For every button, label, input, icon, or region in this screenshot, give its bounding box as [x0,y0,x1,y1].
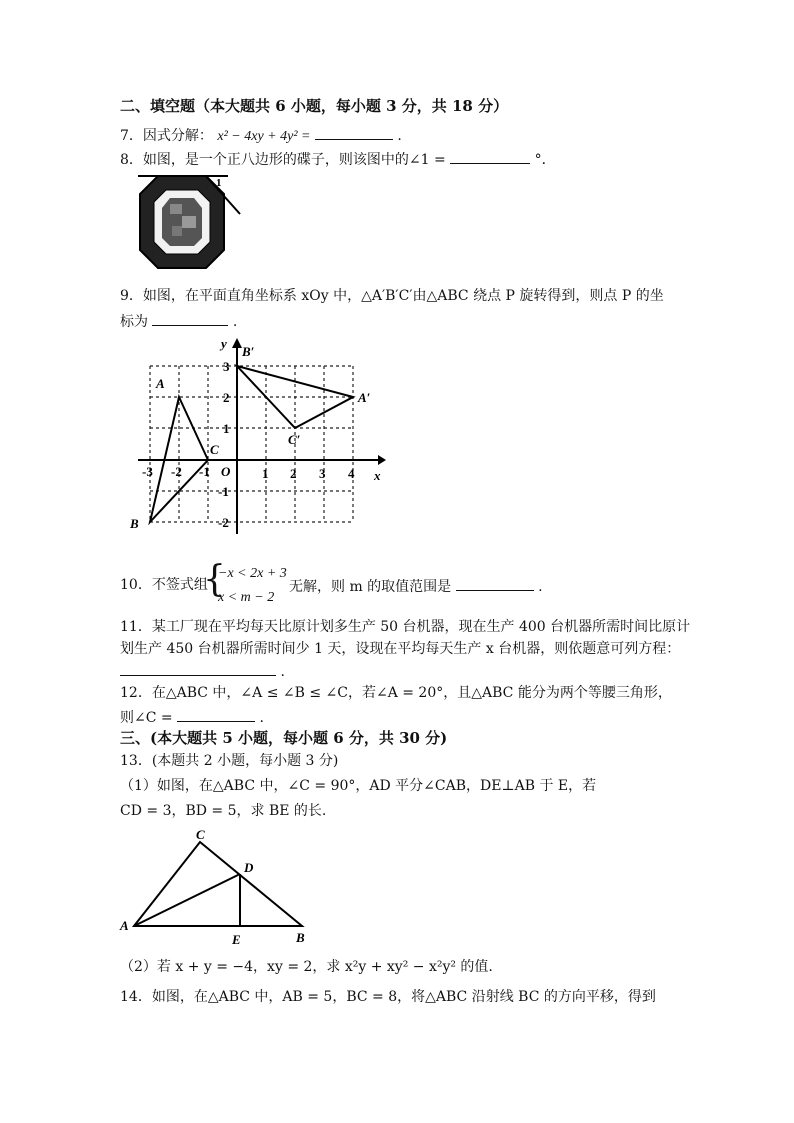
vertex-c-label: C [196,827,205,842]
q7-prefix: 7．因式分解： [120,128,213,144]
y-tick: -2 [218,515,229,530]
x-tick: -3 [142,464,153,479]
q10-answer-blank[interactable] [456,575,534,591]
question-13-title: 13．(本题共 2 小题，每小题 3 分) [120,753,339,769]
triangle-figure [116,826,316,950]
question-13-part-2: （2）若 x + y = −4，xy = 2，求 x²y + xy² − x²y² 的值. [120,959,493,975]
question-11-line-3 [120,660,285,682]
question-14-line-1: 14．如图，在△ABC 中，AB = 5，BC = 8，将△ABC 沿射线 BC 的方向平移，得到 [120,989,656,1005]
x-tick: 1 [262,466,269,481]
question-7 [120,124,402,147]
y-tick: 3 [223,359,230,374]
x-axis-label: x [374,468,381,483]
point-c-prime-label: C′ [288,432,301,447]
q7-expression: x² − 4xy + 4y² = [217,129,311,144]
q11-answer-blank[interactable] [120,660,276,676]
origin-label: O [221,464,231,479]
q10-inequality-2: x < m − 2 [218,590,275,605]
q10-mid: 无解，则 m 的取值范围是 [289,579,452,595]
q7-answer-blank[interactable] [315,124,393,140]
q12-answer-blank[interactable] [177,706,255,722]
question-9-line-2 [120,310,237,332]
q9-prefix: 标为 [120,314,148,330]
vertex-d-label: D [244,860,254,875]
vertex-b-label: B [296,930,305,945]
question-13-part-1-line-2: CD = 3，BD = 5，求 BE 的长. [120,803,327,819]
q10-inequality-1: −x < 2x + 3 [218,566,287,581]
question-11-line-1: 11．某工厂现在平均每天比原计划多生产 50 台机器，现在生产 400 台机器所需时间比原计 [120,619,691,635]
q9-answer-blank[interactable] [152,310,228,326]
q12-prefix: 则∠C = [120,710,173,726]
q8-suffix: °． [534,152,556,168]
y-tick: -1 [218,484,229,499]
question-9-line-1: 9．如图，在平面直角坐标系 xOy 中，△A′B′C′由△ABC 绕点 P 旋转得到，则点 P 的坐 [120,288,664,304]
octagon-dish-figure [122,172,247,274]
point-b-label: B [130,516,139,531]
question-8 [120,148,556,170]
q10-tail [289,575,543,597]
x-tick: 3 [319,466,326,481]
q9-suffix: . [232,314,238,330]
question-12-line-1: 12．在△ABC 中，∠A ≤ ∠B ≤ ∠C，若∠A = 20°，且△ABC 能分为两个等腰三角形， [120,685,672,701]
question-11-line-2: 划生产 450 台机器所需时间少 1 天，设现在平均每天生产 x 台机器，则依题意可列方程： [120,641,681,657]
q10-suffix: . [538,579,543,595]
x-tick: 2 [290,466,297,481]
q10-brace: { [203,559,226,600]
question-12-line-2 [120,706,264,728]
y-axis-label: y [221,336,227,351]
q8-text: 8．如图，是一个正八边形的碟子，则该图中的∠1 = [120,152,446,168]
point-b-prime-label: B′ [242,344,255,359]
section-3-heading: 三、(本大题共 5 小题，每小题 6 分，共 30 分) [120,729,448,747]
vertex-e-label: E [232,932,241,947]
q10-prefix: 10．不签式组 [120,577,208,593]
vertex-a-label: A [120,918,129,933]
x-tick: -2 [171,464,182,479]
q7-suffix: . [397,128,402,144]
y-tick: 2 [223,390,230,405]
y-tick: 1 [223,421,230,436]
q11-suffix: . [280,664,285,680]
point-c-label: C [210,442,219,457]
coordinate-graph [128,336,390,542]
question-10 [120,575,208,595]
angle-1-label: 1 [216,177,222,189]
point-a-label: A [156,376,165,391]
q8-answer-blank[interactable] [450,148,530,164]
x-tick: 4 [348,466,355,481]
x-tick: -1 [199,464,210,479]
point-a-prime-label: A′ [358,390,371,405]
section-2-heading: 二、填空题（本大题共 6 小题，每小题 3 分，共 18 分） [120,97,509,115]
question-13-part-1-line-1: （1）如图，在△ABC 中，∠C = 90°，AD 平分∠CAB，DE⊥AB 于 E，若 [120,778,597,794]
q12-suffix: . [259,710,264,726]
